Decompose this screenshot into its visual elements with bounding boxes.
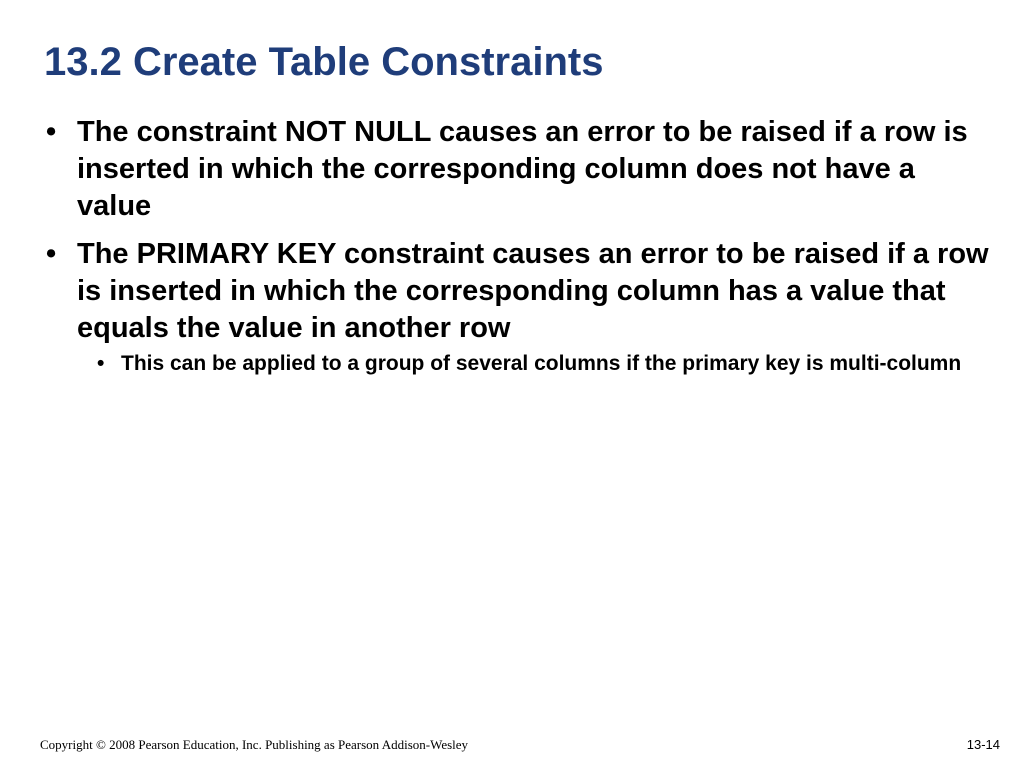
bullet-marker: • <box>46 238 57 270</box>
sub-bullet-list <box>77 351 996 377</box>
page-number: 13-14 <box>966 737 1000 752</box>
bullet-list <box>46 114 996 388</box>
sub-bullet-text: This can be applied to a group of several columns if the primary key is multi-column <box>121 352 962 375</box>
bullet-item <box>46 236 996 377</box>
slide-title: 13.2 Create Table Constraints <box>44 40 604 84</box>
footer-copyright: Copyright © 2008 Pearson Education, Inc. Publishing as Pearson Addison-Wesley <box>40 737 469 752</box>
bullet-text: The PRIMARY KEY constraint causes an error to be raised if a row is inserted in which the corresponding column has a value that equals the value in another row <box>77 238 989 344</box>
sub-bullet-item <box>77 351 996 377</box>
bullet-item <box>46 114 996 225</box>
sub-bullet-marker: • <box>97 352 105 375</box>
bullet-text: The constraint NOT NULL causes an error to be raised if a row is inserted in which the corresponding column does not have a value <box>77 116 968 222</box>
bullet-marker: • <box>46 116 57 148</box>
